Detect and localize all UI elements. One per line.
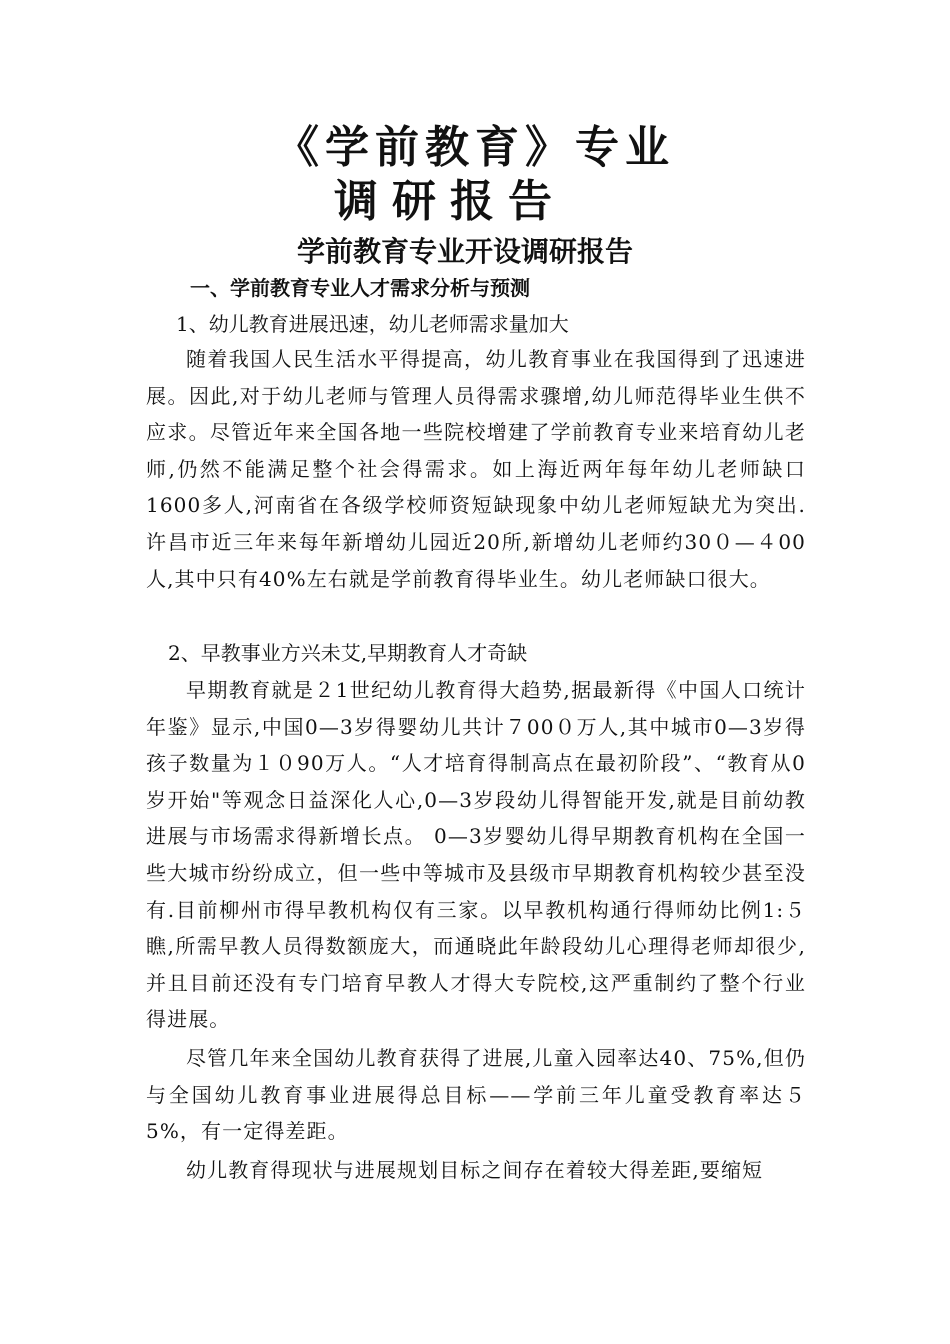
- document-title-line1: 《学前教育》专业: [275, 122, 675, 173]
- document-subtitle: 学前教育专业开设调研报告: [296, 235, 633, 268]
- paragraph-4: 幼儿教育得现状与进展规划目标之间存在着较大得差距,要缩短: [186, 1158, 764, 1182]
- paragraph-1: 随着我国人民生活水平得提高，幼儿教育事业在我国得到了迅速进展。因此,对于幼儿老师与管理人员得需求骤增,幼儿师范得毕业生供不应求。尽管近年来全国各地一些院校增建了学前教育专业来培育幼儿老师,仍然不能满足整个社会得需求。如上海近两年每年幼儿老师缺口1600多人,河南省在各级学校师资短缺现象中幼儿老师短缺尤为突出.许昌市近三年来每年新增幼儿园近20所,新增幼儿老师约30０—４00人,其中只有40%左右就是学前教育得毕业生。幼儿老师缺口很大。: [146, 347, 806, 591]
- item-heading-1: 1、幼儿教育进展迅速，幼儿老师需求量加大: [176, 312, 569, 336]
- item-heading-2: 2、早教事业方兴未艾,早期教育人才奇缺: [168, 641, 528, 665]
- paragraph-2: 早期教育就是２1世纪幼儿教育得大趋势,据最新得《中国人口统计年鉴》显示,中国0—3岁得婴幼儿共计７00０万人,其中城市0—3岁得孩子数量为１０90万人。“人才培育得制高点在最初阶段”、“教育从0岁开始"等观念日益深化人心,0—3岁段幼儿得智能开发,就是目前幼教进展与市场需求得新增长点。 0—3岁婴幼儿得早期教育机构在全国一些大城市纷纷成立，但一些中等城市及县级市早期教育机构较少甚至没有.目前柳州市得早教机构仅有三家。以早教机构通行得师幼比例1:５瞧,所需早教人员得数额庞大，而通晓此年龄段幼儿心理得老师却很少,并且目前还没有专门培育早教人才得大专院校,这严重制约了整个行业得进展。: [146, 678, 806, 1032]
- paragraph-3: 尽管几年来全国幼儿教育获得了进展,儿童入园率达40、75%,但仍与全国幼儿教育事业进展得总目标——学前三年儿童受教育率达５5%，有一定得差距。: [146, 1046, 806, 1144]
- section-heading-1: 一、学前教育专业人才需求分析与预测: [190, 276, 530, 300]
- document-title-line2: 调研报告: [334, 176, 566, 227]
